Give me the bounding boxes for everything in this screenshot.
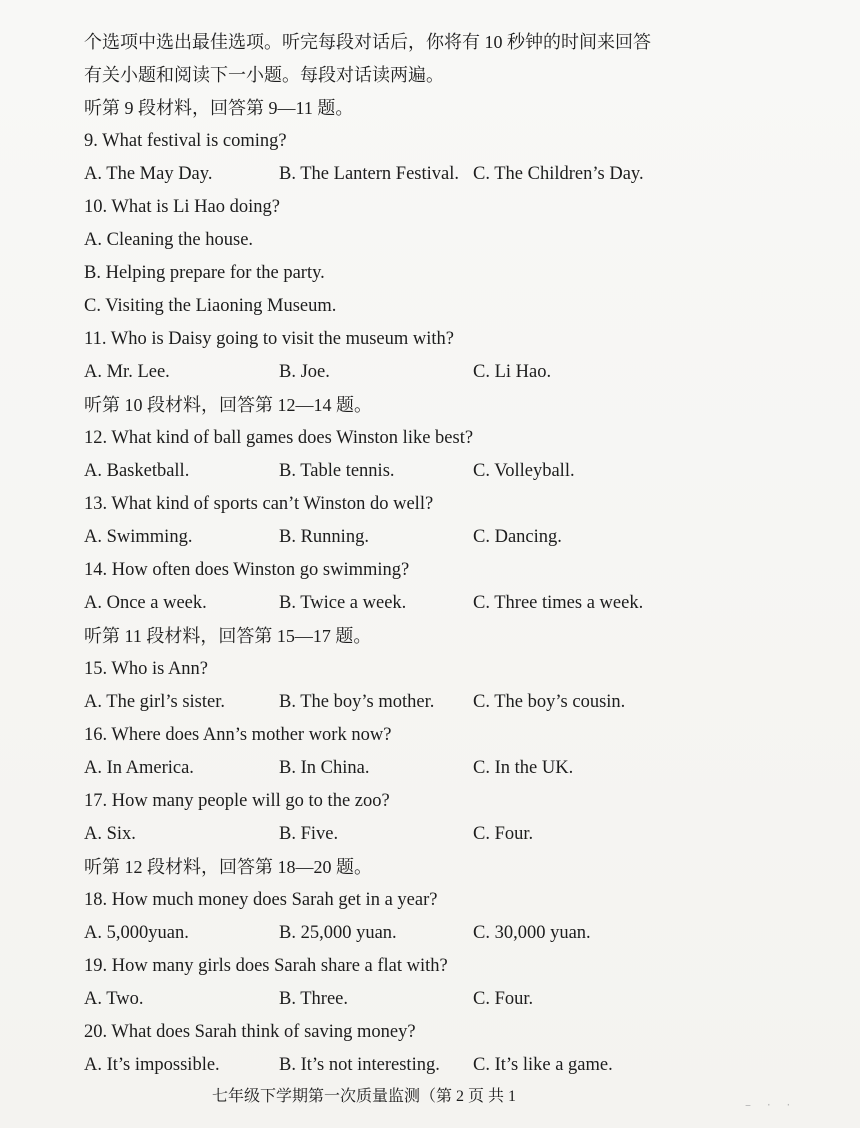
answer-option: C. Four. — [473, 824, 534, 844]
answer-option: A. Cleaning the house. — [84, 230, 254, 250]
options-row — [84, 686, 824, 719]
answer-option: C. Visiting the Liaoning Museum. — [84, 296, 337, 316]
answer-option: A. Six. — [84, 824, 136, 844]
section-header: 听第 11 段材料，回答第 15—17 题。 — [84, 626, 372, 646]
question-text: 15. Who is Ann? — [84, 659, 209, 679]
question-text: 19. How many girls does Sarah share a flat with? — [84, 956, 448, 976]
answer-option: B. The boy’s mother. — [279, 692, 435, 712]
options-row — [84, 1049, 824, 1082]
answer-option: B. 25,000 yuan. — [279, 923, 397, 943]
answer-option: A. In America. — [84, 758, 194, 778]
answer-option: B. Joe. — [279, 362, 330, 382]
answer-option: B. Twice a week. — [279, 593, 407, 613]
answer-option: C. Four. — [473, 989, 534, 1009]
options-row — [84, 983, 824, 1016]
question-text: 10. What is Li Hao doing? — [84, 197, 280, 217]
options-row — [84, 917, 824, 950]
options-row — [84, 587, 824, 620]
options-row — [84, 752, 824, 785]
answer-option: A. Mr. Lee. — [84, 362, 170, 382]
listening-sections — [84, 92, 824, 1082]
section-header: 听第 12 段材料，回答第 18—20 题。 — [84, 857, 372, 877]
question-text: 11. Who is Daisy going to visit the museum with? — [84, 329, 454, 349]
answer-option: C. Three times a week. — [473, 593, 644, 613]
question-text: 16. Where does Ann’s mother work now? — [84, 725, 392, 745]
answer-option: B. Three. — [279, 989, 349, 1009]
exam-content — [84, 26, 824, 1082]
answer-option: A. Two. — [84, 989, 144, 1009]
question-text: 12. What kind of ball games does Winston like best? — [84, 428, 474, 448]
answer-option: C. Dancing. — [473, 527, 562, 547]
answer-option: C. The boy’s cousin. — [473, 692, 626, 712]
page-footer: 七年级下学期第一次质量监测（第 2 页 共 1 — [212, 1088, 517, 1105]
intro-line: 有关小题和阅读下一小题。每段对话读两遍。 — [84, 65, 444, 85]
answer-option: A. Basketball. — [84, 461, 190, 481]
intro-line: 个选项中选出最佳选项。听完每段对话后，你将有 10 秒钟的时间来回答 — [84, 32, 651, 52]
answer-option: C. The Children’s Day. — [473, 164, 644, 184]
answer-option: A. 5,000yuan. — [84, 923, 189, 943]
answer-option: A. It’s impossible. — [84, 1055, 220, 1075]
question-text: 13. What kind of sports can’t Winston do well? — [84, 494, 434, 514]
options-row — [84, 158, 824, 191]
answer-option: B. Five. — [279, 824, 339, 844]
answer-option: A. Swimming. — [84, 527, 193, 547]
question-text: 20. What does Sarah think of saving money? — [84, 1022, 416, 1042]
answer-option: C. Volleyball. — [473, 461, 575, 481]
question-text: 9. What festival is coming? — [84, 131, 287, 151]
answer-option: B. Helping prepare for the party. — [84, 263, 325, 283]
question-text: 14. How often does Winston go swimming? — [84, 560, 410, 580]
question-text: 18. How much money does Sarah get in a year? — [84, 890, 438, 910]
answer-option: B. Table tennis. — [279, 461, 395, 481]
answer-option: C. Li Hao. — [473, 362, 552, 382]
answer-option: C. It’s like a game. — [473, 1055, 613, 1075]
section-header: 听第 10 段材料，回答第 12—14 题。 — [84, 395, 372, 415]
answer-option: B. The Lantern Festival. — [279, 164, 459, 184]
question-text: 17. How many people will go to the zoo? — [84, 791, 390, 811]
corner-marks: – · · — [745, 1098, 797, 1112]
options-row — [84, 455, 824, 488]
answer-option: C. In the UK. — [473, 758, 574, 778]
answer-option: A. The girl’s sister. — [84, 692, 225, 712]
answer-option: A. Once a week. — [84, 593, 207, 613]
answer-option: A. The May Day. — [84, 164, 213, 184]
options-row — [84, 356, 824, 389]
section-header: 听第 9 段材料，回答第 9—11 题。 — [84, 98, 354, 118]
options-row — [84, 521, 824, 554]
answer-option: B. In China. — [279, 758, 370, 778]
answer-option: B. It’s not interesting. — [279, 1055, 440, 1075]
options-row — [84, 818, 824, 851]
answer-option: B. Running. — [279, 527, 369, 547]
answer-option: C. 30,000 yuan. — [473, 923, 591, 943]
